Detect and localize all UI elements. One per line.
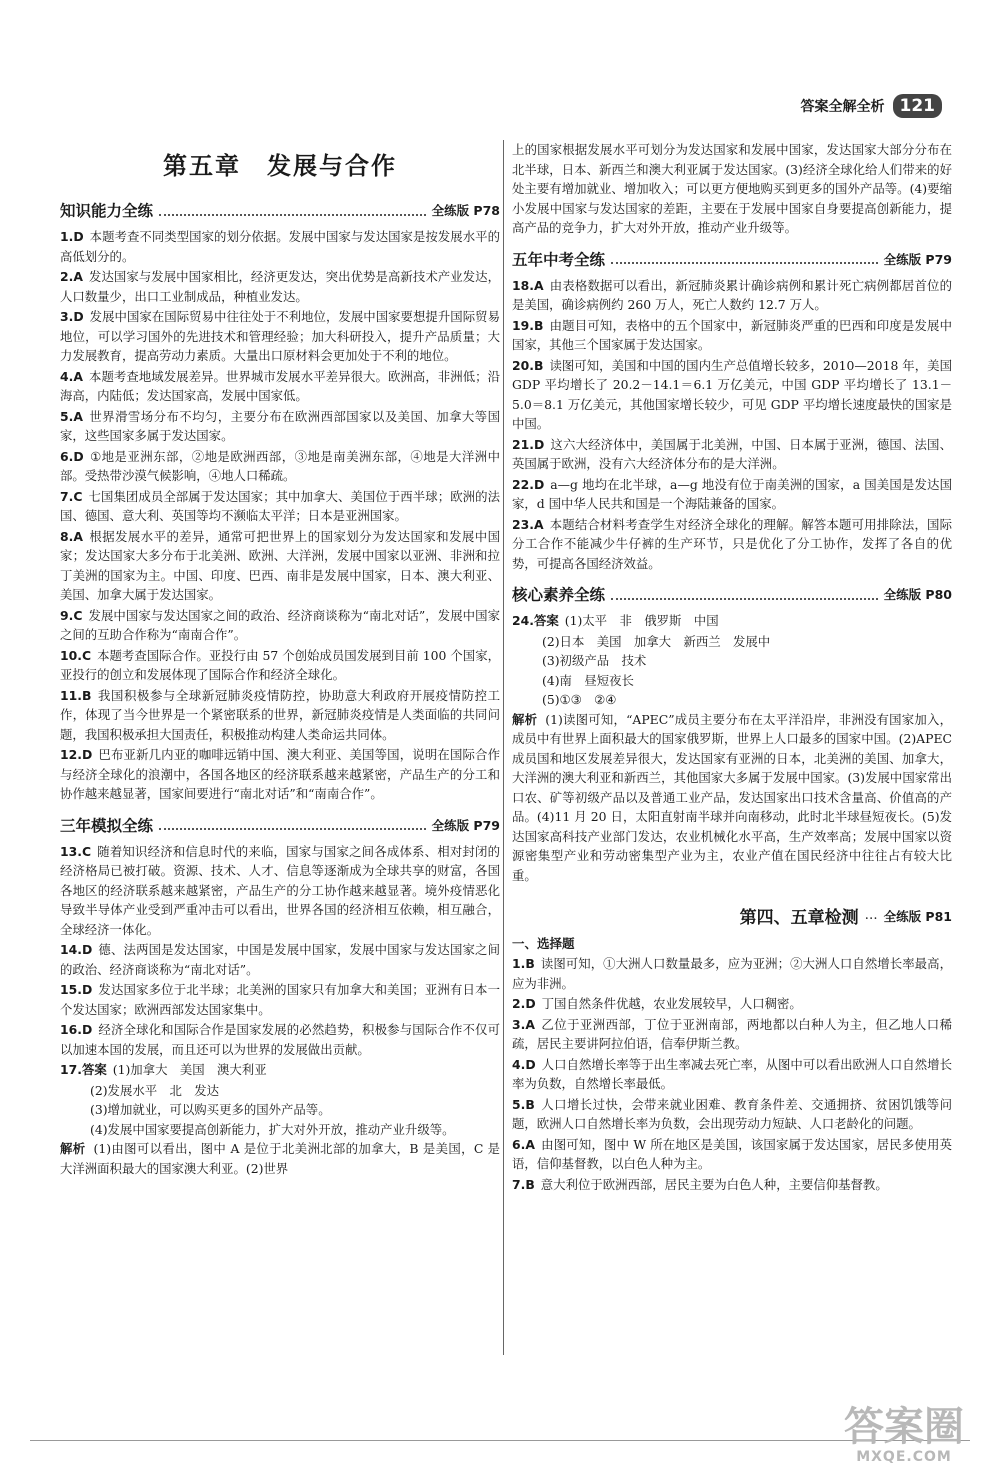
item-text: 根据发展水平的差异，通常可把世界上的国家划分为发达国家和发展中国家；发达国家大多分布于北美洲、欧洲、大洋洲，发展中国家以亚洲、非洲和拉丁美洲的国家为主。中国、印度、巴西、南非是发展中国家，日本、澳大利亚、美国、加拿大属于发达国家。 — [60, 528, 500, 602]
answer-item — [512, 316, 952, 355]
item-text: 人口增长过快，会带来就业困难、教育条件差、交通拥挤、贫困饥饿等问题，欧洲人口自然增长率为负数，会出现劳动力短缺、人口老龄化的问题。 — [512, 1096, 952, 1131]
answer-line: (2)发展水平 北 发达 — [90, 1082, 220, 1098]
item-text: 世界滑雪场分布不均匀，主要分布在欧洲西部国家以及美国、加拿大等国家，这些国家多属于发达国家。 — [60, 408, 500, 443]
dotted-leader — [611, 589, 878, 600]
answer-list-3 — [512, 276, 952, 574]
section-title: 三年模拟全练 — [60, 816, 154, 835]
section-title: 知识能力全练 — [60, 202, 154, 220]
answer-item — [512, 1135, 952, 1174]
dotted-leader — [611, 253, 878, 264]
item-number: 20.B — [512, 357, 544, 373]
answer-list-1 — [60, 227, 500, 804]
answer-item — [60, 447, 500, 486]
watermark-logo — [844, 1405, 964, 1465]
answer-item — [512, 1055, 952, 1094]
item-number: 9.C — [60, 607, 83, 623]
watermark-text: 答案圈 — [844, 1404, 964, 1450]
section-header-mock — [60, 814, 500, 836]
item-text: 由表格数据可以看出，新冠肺炎累计确诊病例和累计死亡病例都居首位的是美国，确诊病例约 260 万人，死亡人数约 12.7 万人。 — [512, 277, 952, 312]
item-number: 16.D — [60, 1022, 93, 1037]
check-title: 第四、五章检测 — [739, 908, 859, 928]
item-number: 8.A — [60, 528, 83, 544]
answer-item — [60, 842, 500, 940]
item-text: 发展中国家在国际贸易中往往处于不利地位，发展中国家要想提升国际贸易地位，可以学习国外的先进技术和管理经验；加大科研投入，提升产品质量；大力发展教育，提高劳动力素质。大量出口原材料会更加处于不利的地位。 — [60, 309, 500, 363]
answer-item — [60, 646, 500, 685]
item-number: 12.D — [60, 747, 93, 762]
bottom-rule — [30, 1440, 970, 1441]
item-number: 3.A — [512, 1016, 535, 1032]
item-number: 21.D — [512, 436, 545, 452]
section-ref: 全练版 P81 — [883, 908, 952, 924]
item-number: 17.答案 — [60, 1062, 107, 1077]
answer-item — [60, 980, 500, 1019]
answer-item — [60, 940, 500, 979]
section-title: 核心素养全练 — [512, 586, 606, 604]
answer-item-17 — [60, 1060, 500, 1080]
answer-item — [60, 227, 500, 266]
answer-item — [512, 954, 952, 993]
item-text: 人口自然增长率等于出生率减去死亡率，从图中可以看出欧洲人口自然增长率为负数，自然增长率最低。 — [512, 1056, 952, 1091]
item-number: 23.A — [512, 516, 544, 532]
answer-item — [60, 527, 500, 605]
item-text: 由图可知，图中 W 所在地区是美国，该国家属于发达国家，居民多使用英语，信仰基督教，以白色人种为主。 — [512, 1136, 952, 1171]
item-number: 4.A — [60, 368, 83, 384]
item-text: 本题考查不同类型国家的划分依据。发展中国家与发达国家是按发展水平的高低划分的。 — [60, 229, 500, 264]
item-text: 这六大经济体中，美国属于北美洲，中国、日本属于亚洲，德国、法国、英国属于欧洲，没有六大经济体分布的是大洋洲。 — [512, 436, 952, 471]
item-number: 10.C — [60, 647, 92, 663]
section-ref: 全练版 P78 — [431, 203, 500, 218]
item-number: 2.D — [512, 996, 536, 1011]
answer-item — [512, 1095, 952, 1134]
check-header — [512, 903, 952, 928]
answer-line: (5)①③ ②④ — [542, 692, 617, 707]
analysis-24 — [512, 710, 952, 886]
item-text: 发达国家多位于北半球；北美洲的国家只有加拿大和美国；亚洲有日本一个发达国家；欧洲西部发达国家集中。 — [60, 982, 500, 1017]
answer-list-check — [512, 954, 952, 1194]
item-number: 3.D — [60, 309, 84, 324]
answer-line: (1)加拿大 美国 澳大利亚 — [112, 1062, 267, 1077]
answer-item — [512, 515, 952, 574]
item-number: 2.A — [60, 269, 83, 284]
answer-item-24 — [512, 611, 952, 631]
item-number: 22.D — [512, 476, 545, 492]
item-text: 随着知识经济和信息时代的来临，国家与国家之间各成体系、相对封闭的经济格局已被打破。资源、技术、人才、信息等逐渐成为全球共享的财富，各国各地区的经济联系越来越紧密，产品生产的分工协作越来越显著。境外疫情恶化导致半导体产业受到严重冲击可以看出，世界各国的经济相互依赖，相互融合，全球经济一体化。 — [60, 843, 500, 937]
dotted-leader — [159, 819, 426, 830]
answer-item — [60, 745, 500, 804]
item-number: 4.D — [512, 1056, 536, 1072]
item-text: 读图可知，①大洲人口数量最多，应为亚洲；②大洲人口自然增长率最高，应为非洲。 — [512, 956, 952, 991]
watermark-url: MXQE.COM — [856, 1449, 952, 1465]
item-number: 6.A — [512, 1136, 535, 1152]
answer-item — [512, 994, 952, 1014]
item-number: 7.C — [60, 488, 83, 504]
answer-line: (4)发展中国家要提高创新能力，扩大对外开放，推动产业升级等。 — [90, 1121, 455, 1137]
item-text: 七国集团成员全部属于发达国家；其中加拿大、美国位于西半球；欧洲的法国、德国、意大利、英国等均不濒临太平洋；日本是亚洲国家。 — [60, 488, 500, 523]
answer-item — [512, 1175, 952, 1195]
item-number: 19.B — [512, 317, 544, 333]
answer-line: (4)南 昼短夜长 — [542, 672, 634, 688]
section-ref: 全练版 P79 — [431, 817, 500, 833]
answer-line: (3)初级产品 技术 — [542, 653, 647, 668]
item-number: 5.B — [512, 1096, 535, 1112]
item-text: 经济全球化和国际合作是国家发展的必然趋势，积极参与国际合作不仅可以加速本国的发展，而且还可以为世界的发展做出贡献。 — [60, 1022, 500, 1057]
item-text: 本题结合材料考查学生对经济全球化的理解。解答本题可用排除法，国际分工合作不能减少牛仔裤的生产环节，只是优化了分工协作，发挥了各自的优势，可提高各国经济效益。 — [512, 516, 952, 571]
answer-item — [60, 267, 500, 306]
item-text: 本题考查国际合作。亚投行由 57 个创始成员国发展到目前 100 个国家，亚投行的创立和发展体现了国际合作和经济全球化。 — [60, 647, 500, 682]
answer-item — [60, 407, 500, 446]
analysis-label: 解析 — [60, 1141, 86, 1156]
item-number: 13.C — [60, 843, 92, 859]
item-number: 5.A — [60, 408, 83, 424]
analysis-17 — [60, 1139, 500, 1178]
analysis-text: (1)由图可以看出，图中 A 是位于北美洲北部的加拿大，B 是美国，C 是大洋洲面积最大的国家澳大利亚。(2)世界 — [60, 1141, 500, 1176]
check-dots: … — [864, 908, 878, 923]
item-text: 由题目可知，表格中的五个国家中，新冠肺炎严重的巴西和印度是发展中国家，其他三个国家属于发达国家。 — [512, 317, 952, 352]
analysis-label: 解析 — [512, 711, 538, 727]
chapter-title: 第五章 发展与合作 — [163, 152, 397, 180]
header-label: 答案全解全析 — [800, 99, 885, 115]
answer-item — [512, 435, 952, 474]
sub-heading: 一、选择题 — [512, 936, 575, 951]
section-header-exam — [512, 248, 952, 270]
answer-line: (3)增加就业，可以购买更多的国外产品等。 — [90, 1102, 331, 1117]
item-number: 1.B — [512, 956, 535, 971]
answer-item — [512, 475, 952, 514]
analysis-17-continued: 上的国家根据发展水平可划分为发达国家和发展中国家，发达国家大部分分布在北半球，日本、新西兰和澳大利亚属于发达国家。(3)经济全球化给人们带来的好处主要有增加就业、增加收入；可以更方便地购买到更多的国外产品等。(4)要缩小发展中国家与发达国家的差距，主要在于发展中国家自身要提高创新能力，提高产品的竞争力，扩大对外开放，推动产业升级等。 — [512, 142, 952, 235]
item-text: 意大利位于欧洲西部，居民主要为白色人种，主要信仰基督教。 — [540, 1176, 888, 1192]
section-header-knowledge — [60, 199, 500, 221]
item-text: 丁国自然条件优越，农业发展较早，人口稠密。 — [541, 996, 802, 1011]
item-text: 本题考查地域发展差异。世界城市发展水平差异很大。欧洲高，非洲低；沿海高，内陆低；发达国家高，发展中国家低。 — [60, 368, 500, 403]
answer-item — [512, 276, 952, 315]
item-number: 18.A — [512, 277, 544, 293]
item-text: 发展中国家与发达国家之间的政治、经济商谈称为“南北对话”，发展中国家之间的互助合作称为“南南合作”。 — [60, 607, 500, 642]
item-number: 11.B — [60, 687, 92, 703]
answer-item — [512, 1015, 952, 1054]
answer-item — [60, 606, 500, 645]
item-number: 7.B — [512, 1176, 535, 1192]
item-number: 1.D — [60, 229, 84, 244]
item-text: 乙位于亚洲西部，丁位于亚洲南部，两地都以白种人为主，但乙地人口稀疏，居民主要讲阿拉伯语，信奉伊斯兰教。 — [512, 1016, 952, 1051]
item-number: 6.D — [60, 448, 84, 464]
answer-line: (1)太平 非 俄罗斯 中国 — [564, 613, 719, 628]
answer-item — [60, 686, 500, 745]
section-title: 五年中考全练 — [512, 250, 606, 269]
item-text: 德、法两国是发达国家，中国是发展中国家，发展中国家与发达国家之间的政治、经济商谈称为“南北对话”。 — [60, 942, 500, 977]
answer-item — [512, 356, 952, 434]
section-ref: 全练版 P79 — [883, 251, 952, 267]
answer-item — [60, 307, 500, 366]
item-number: 14.D — [60, 942, 93, 957]
left-column — [60, 140, 500, 1178]
item-number: 24.答案 — [512, 613, 559, 628]
item-number: 15.D — [60, 982, 93, 997]
item-text: ①地是亚洲东部，②地是欧洲西部，③地是南美洲东部，④地是大洋洲中部。受热带沙漠气候影响，④地人口稀疏。 — [60, 448, 500, 483]
item-text: 读图可知，美国和中国的国内生产总值增长较多，2010—2018 年，美国 GDP 平均增长了 20.2－14.1＝6.1 万亿美元，中国 GDP 平均增长了 13.1－5.0＝8.1 万亿美元，其他国家增长较少，可见 GDP 平均增长速度最快的国家是中国。 — [512, 357, 952, 431]
answer-item — [60, 1020, 500, 1059]
section-header-core — [512, 583, 952, 605]
item-text: 巴布亚新几内亚的咖啡远销中国、澳大利亚、美国等国，说明在国际合作与经济全球化的浪潮中，各国各地区的经济联系越来越紧密，产品生产的分工和协作越来越显著，国家间要进行“南北对话”和“南南合作”。 — [60, 747, 500, 801]
answer-list-2 — [60, 842, 500, 1060]
dotted-leader — [159, 205, 426, 216]
answer-item — [60, 487, 500, 526]
page-number: 121 — [893, 94, 943, 118]
answer-line: (2)日本 美国 加拿大 新西兰 发展中 — [542, 633, 771, 649]
item-text: a—g 地均在北半球，a—g 地没有位于南美洲的国家，a 国美国是发达国家，d 国中华人民共和国是一个海陆兼备的国家。 — [512, 476, 952, 511]
item-text: 我国积极参与全球新冠肺炎疫情防控，协助意大利政府开展疫情防控工作，体现了当今世界是一个紧密联系的世界，新冠肺炎疫情是人类面临的共同问题，我国积极承担大国责任，积极推动构建人类命运共同体。 — [60, 687, 500, 742]
page-header — [801, 94, 943, 118]
column-divider — [503, 140, 504, 1355]
analysis-text: (1)读图可知，“APEC”成员主要分布在太平洋沿岸，非洲没有国家加入，成员中有世界上面积最大的国家俄罗斯，世界上人口最多的国家中国。(2)APEC 成员国和地区发展差异很大，发达国家有亚洲的日本，北美洲的美国、加拿大，大洋洲的澳大利亚和新西兰，其他国家大多属于发展中国家。(3)发展中国家常出口农、矿等初级产品以及普通工业产品，发达国家出口技术含量高、价值高的产品。(4)11 月 20 日，太阳直射南半球并向南移动，此时北半球昼短夜长。(5)发达国家高科技产业部门发达，农业机械化水平高，生产效率高；发展中国家以资源密集型产业和劳动密集型产业为主，农业产值在国民经济中往往占有较大比重。 — [512, 711, 953, 883]
right-column — [512, 140, 952, 1195]
answer-item — [60, 367, 500, 406]
section-ref: 全练版 P80 — [883, 587, 952, 602]
item-text: 发达国家与发展中国家相比，经济更发达，突出优势是高新技术产业发达，人口数量少，出口工业制成品，种植业发达。 — [60, 269, 500, 304]
